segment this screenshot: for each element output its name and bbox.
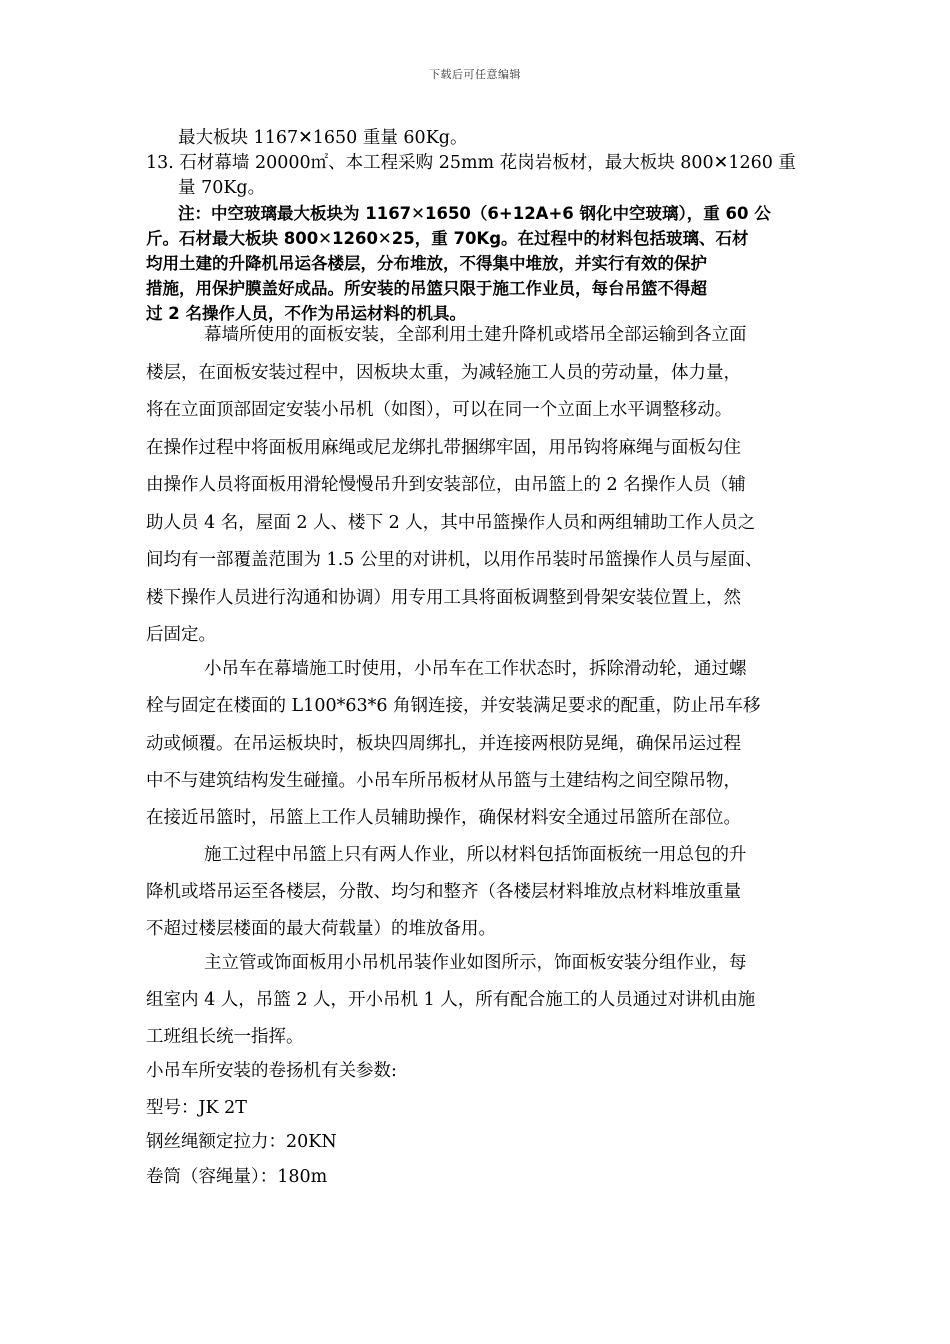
para2-line: 栓与固定在楼面的 L100*63*6 角钢连接，并安装满足要求的配重，防止吊车移	[146, 696, 761, 716]
para2-line: 在接近吊篮时，吊篮上工作人员辅助操作，确保材料安全通过吊篮所在部位。	[146, 808, 741, 828]
list-line: 量 70Kg。	[178, 178, 266, 198]
note-line: 注：中空玻璃最大板块为 1167✕1650（6+12A+6 钢化中空玻璃），重 60 公	[178, 204, 771, 223]
para4-line: 组室内 4 人，吊篮 2 人，开小吊机 1 人，所有配合施工的人员通过对讲机由施	[146, 990, 756, 1010]
para1-line: 间均有一部覆盖范围为 1.5 公里的对讲机，以用作吊装时吊篮操作人员与屋面、	[146, 550, 763, 570]
para3-line: 施工过程中吊篮上只有两人作业，所以材料包括饰面板统一用总包的升	[204, 845, 747, 865]
param-tension: 钢丝绳额定拉力：20KN	[146, 1132, 337, 1152]
para2-line: 小吊车在幕墙施工时使用，小吊车在工作状态时，拆除滑动轮，通过螺	[204, 659, 747, 679]
para1-line: 后固定。	[146, 625, 216, 645]
list-line: 最大板块 1167✕1650 重量 60Kg。	[178, 128, 468, 148]
para1-line: 在操作过程中将面板用麻绳或尼龙绑扎带捆绑牢固，用吊钩将麻绳与面板勾住	[146, 438, 741, 458]
para1-line: 楼层，在面板安装过程中，因板块太重，为减轻施工人员的劳动量，体力量，	[146, 363, 741, 383]
para1-line: 将在立面顶部固定安装小吊机（如图），可以在同一个立面上水平调整移动。	[146, 400, 733, 420]
para1-line: 助人员 4 名，屋面 2 人、楼下 2 人，其中吊篮操作人员和两组辅助工作人员之	[146, 513, 756, 533]
para1-line: 由操作人员将面板用滑轮慢慢吊升到安装部位，由吊篮上的 2 名操作人员（辅	[146, 475, 746, 495]
para3-line: 不超过楼层楼面的最大荷载量）的堆放备用。	[146, 919, 496, 939]
note-line: 过 2 名操作人员，不作为吊运材料的机具。	[146, 304, 466, 323]
note-line: 斤。石材最大板块 800✕1260✕25，重 70Kg。在过程中的材料包括玻璃、石材	[146, 229, 749, 248]
note-line: 措施，用保护膜盖好成品。所安装的吊篮只限于施工作业员，每台吊篮不得超	[146, 279, 707, 298]
para4-line: 主立管或饰面板用小吊机吊装作业如图所示，饰面板安装分组作业，每	[204, 953, 747, 973]
para1-line: 幕墙所使用的面板安装，全部利用土建升降机或塔吊全部运输到各立面	[204, 325, 747, 345]
param-model: 型号：JK 2T	[146, 1098, 247, 1118]
list-line: 13. 石材幕墙 20000㎡、本工程采购 25mm 花岗岩板材，最大板块 800✕1260 重	[146, 153, 796, 173]
para2-line: 中不与建筑结构发生碰撞。小吊车所吊板材从吊篮与土建结构之间空隙吊物，	[146, 771, 741, 791]
page-header: 下载后可任意编辑	[429, 68, 521, 81]
para4-line: 工班组长统一指挥。	[146, 1027, 304, 1047]
para3-line: 降机或塔吊运至各楼层，分散、均匀和整齐（各楼层材料堆放点材料堆放重量	[146, 882, 741, 902]
note-line: 均用土建的升降机吊运各楼层，分布堆放，不得集中堆放，并实行有效的保护	[146, 254, 707, 273]
param-drum: 卷筒（容绳量）：180m	[146, 1167, 328, 1187]
params-heading: 小吊车所安装的卷扬机有关参数:	[146, 1061, 397, 1081]
para2-line: 动或倾覆。在吊运板块时，板块四周绑扎，并连接两根防晃绳，确保吊运过程	[146, 734, 741, 754]
para1-line: 楼下操作人员进行沟通和协调）用专用工具将面板调整到骨架安装位置上，然	[146, 588, 741, 608]
